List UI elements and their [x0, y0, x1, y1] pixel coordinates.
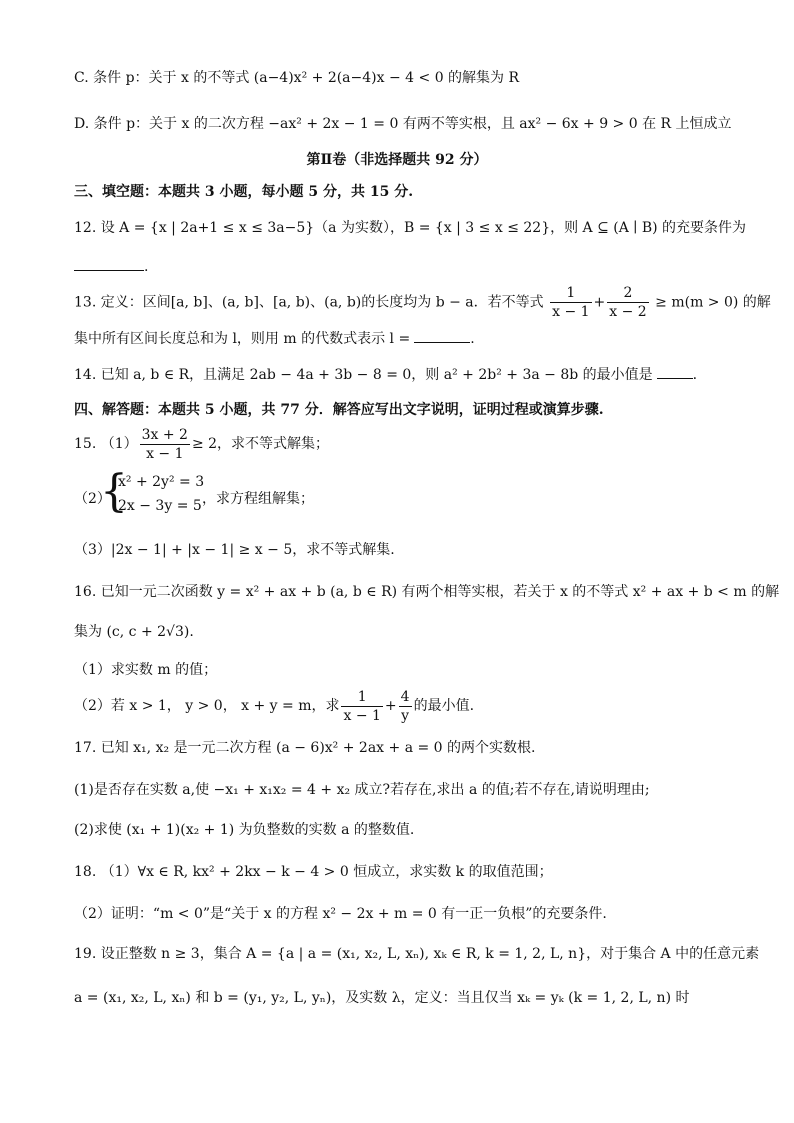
answer-blank[interactable]	[657, 364, 693, 379]
question-14: 14. 已知 a, b ∈ R，且满足 2ab − 4a + 3b − 8 = 0，则 a² + 2b² + 3a − 8b 的最小值是 .	[74, 364, 697, 385]
fraction-16-a: $\frac{1}{x - 1}$	[343, 688, 381, 724]
question-13-cont: 集中所有区间长度总和为 l，则用 m 的代数式表示 l = .	[74, 328, 475, 349]
question-17: 17. 已知 x₁, x₂ 是一元二次方程 (a − 6)x² + 2ax + a = 0 的两个实数根.	[74, 740, 536, 756]
brace-symbol: {	[100, 466, 128, 517]
question-16-part2: （2）若 x > 1， y > 0， x + y = m，求 $\frac{1}{x - 1}$ + $\frac{4}{y}$ 的最小值.	[74, 688, 475, 724]
fraction-16-b: $\frac{4}{y}$	[400, 688, 410, 724]
question-13: 13. 定义：区间[a, b]、(a, b]、[a, b)、(a, b)的长度均为 b − a．若不等式 $\frac{1}{x - 1}$ + $\frac{2}{x - 2}$ ≥ m(m > 0) 的解	[74, 285, 771, 320]
question-19: 19. 设正整数 n ≥ 3，集合 A = {a | a = (x₁, x₂, L, xₙ), xₖ ∈ R, k = 1, 2, L, n}，对于集合 A 中的任意元素	[74, 946, 760, 962]
question-15-part1: 15. （1） $\frac{3x + 2}{x - 1}$ ≥ 2，求不等式解集；	[74, 426, 330, 462]
question-19-cont: a = (x₁, x₂, L, xₙ) 和 b = (y₁, y₂, L, yₙ)，及实数 λ，定义：当且仅当 xₖ = yₖ (k = 1, 2, L, n) 时	[74, 990, 690, 1006]
fraction-2-over-x-2: $\frac{2}{x - 2}$	[609, 285, 647, 320]
option-d: D. 条件 p：关于 x 的二次方程 −ax² + 2x − 1 = 0 有两不等实根，且 ax² − 6x + 9 > 0 在 R 上恒成立	[74, 116, 732, 132]
fill-blank-heading: 三、填空题：本题共 3 小题，每小题 5 分，共 15 分.	[74, 184, 414, 200]
section-ii-title: 第Ⅱ卷（非选择题共 92 分）	[306, 152, 488, 168]
question-18-part2: （2）证明：“m < 0”是“关于 x 的方程 x² − 2x + m = 0 有一正一负根”的充要条件.	[74, 906, 607, 922]
fraction-15-1: $\frac{3x + 2}{x - 1}$	[141, 426, 188, 462]
answer-blank[interactable]	[414, 328, 470, 343]
question-17-part1: (1)是否存在实数 a,使 −x₁ + x₁x₂ = 4 + x₂ 成立?若存在,求出 a 的值;若不存在,请说明理由;	[74, 782, 650, 798]
question-15-part3: （3）|2x − 1| + |x − 1| ≥ x − 5，求不等式解集.	[74, 542, 395, 558]
question-16-cont: 集为 (c, c + 2√3).	[74, 624, 194, 640]
question-12-blank: .	[74, 256, 148, 277]
question-16: 16. 已知一元二次函数 y = x² + ax + b (a, b ∈ R) 有两个相等实根，若关于 x 的不等式 x² + ax + b < m 的解	[74, 584, 780, 600]
fraction-1-over-x-1: $\frac{1}{x - 1}$	[552, 285, 590, 320]
question-17-part2: (2)求使 (x₁ + 1)(x₂ + 1) 为负整数的实数 a 的整数值.	[74, 822, 415, 838]
option-c: C. 条件 p：关于 x 的不等式 (a−4)x² + 2(a−4)x − 4 < 0 的解集为 R	[74, 70, 520, 86]
answer-blank[interactable]	[74, 256, 144, 271]
question-18-part1: 18. （1）∀x ∈ R, kx² + 2kx − k − 4 > 0 恒成立，求实数 k 的取值范围；	[74, 864, 553, 880]
solve-heading: 四、解答题：本题共 5 小题，共 77 分．解答应写出文字说明，证明过程或演算步骤.	[74, 402, 604, 418]
question-15-part2: （2） { x² + 2y² = 3 2x − 3y = 5 ，求方程组解集；	[74, 466, 314, 517]
question-12: 12. 设 A = {x | 2a+1 ≤ x ≤ 3a−5}（a 为实数），B = {x | 3 ≤ x ≤ 22}，则 A ⊆ (A ∣ B) 的充要条件为	[74, 220, 747, 236]
question-16-part1: （1）求实数 m 的值；	[74, 662, 218, 678]
